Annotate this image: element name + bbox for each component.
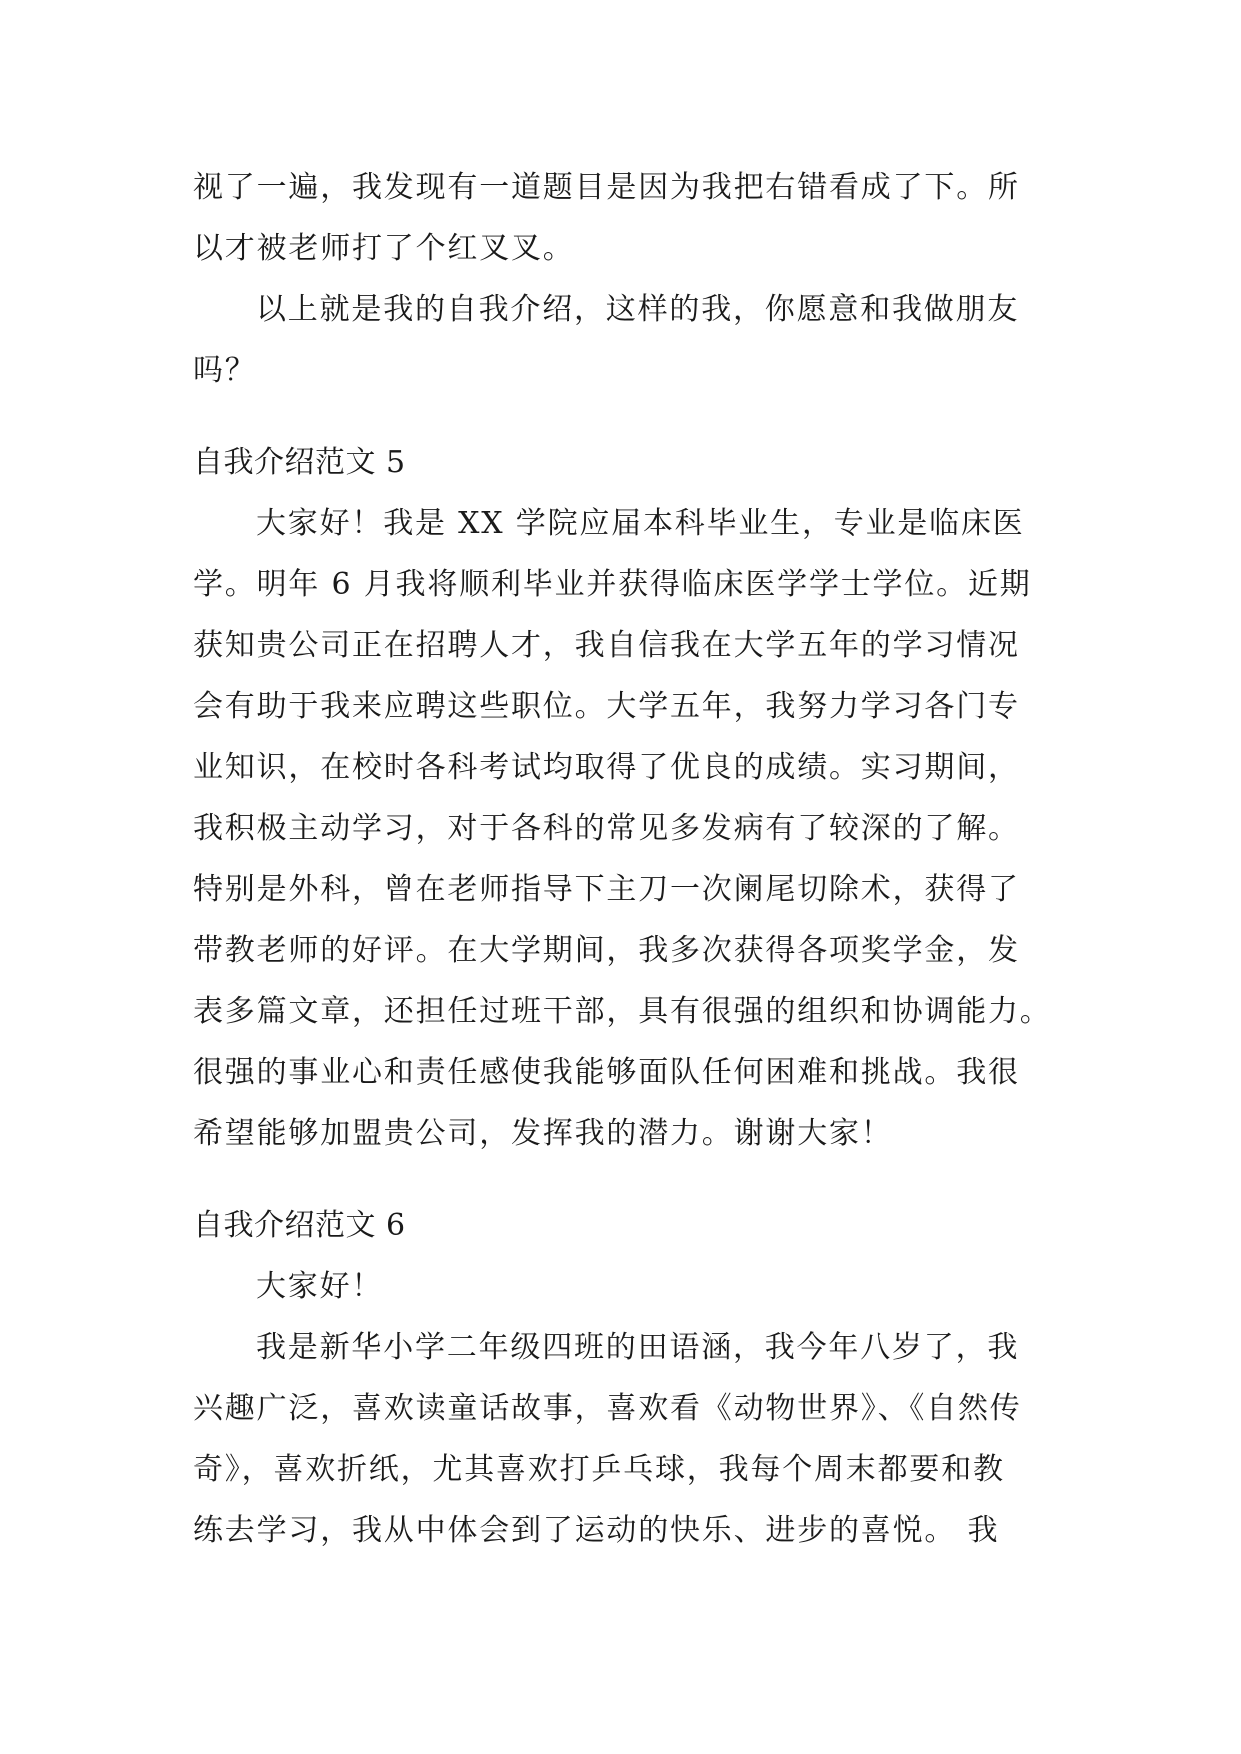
paragraph-line: 兴趣广泛，喜欢读童话故事，喜欢看《动物世界》、《自然传 [193,1391,1022,1426]
paragraph-line: 以才被老师打了个红叉叉。 [193,231,575,266]
paragraph-line: 我是新华小学二年级四班的田语涵，我今年八岁了，我 [256,1330,1020,1365]
paragraph-line: 希望能够加盟贵公司，发挥我的潜力。谢谢大家！ [193,1116,893,1151]
paragraph-line: 带教老师的好评。在大学期间，我多次获得各项奖学金，发 [193,933,1020,968]
paragraph-line: 奇》，喜欢折纸，尤其喜欢打乒乓球，我每个周末都要和教 [193,1452,1005,1487]
paragraph-line: 业知识，在校时各科考试均取得了优良的成绩。实习期间， [193,750,1020,785]
paragraph-line: 我积极主动学习，对于各科的常见多发病有了较深的了解。 [193,811,1020,846]
paragraph-line: 很强的事业心和责任感使我能够面队任何困难和挑战。我很 [193,1055,1020,1090]
paragraph-line: 大家好！我是 XX 学院应届本科毕业生，专业是临床医 [256,506,1025,541]
paragraph-line: 以上就是我的自我介绍，这样的我，你愿意和我做朋友 [256,292,1020,327]
paragraph-line: 练去学习，我从中体会到了运动的快乐、进步的喜悦。 我 [193,1513,1000,1548]
paragraph-line: 大家好！ [256,1269,384,1304]
section-heading: 自我介绍范文 6 [193,1208,406,1243]
paragraph-line: 特别是外科，曾在老师指导下主刀一次阑尾切除术，获得了 [193,872,1020,907]
paragraph-line: 会有助于我来应聘这些职位。大学五年，我努力学习各门专 [193,689,1020,724]
paragraph-line: 表多篇文章，还担任过班干部，具有很强的组织和协调能力。 [193,994,1052,1029]
paragraph-line: 视了一遍，我发现有一道题目是因为我把右错看成了下。所 [193,170,1020,205]
paragraph-line: 学。明年 6 月我将顺利毕业并获得临床医学学士学位。近期 [193,567,1032,602]
section-heading: 自我介绍范文 5 [193,445,406,480]
paragraph-line: 获知贵公司正在招聘人才，我自信我在大学五年的学习情况 [193,628,1020,663]
paragraph-line: 吗？ [193,353,257,388]
